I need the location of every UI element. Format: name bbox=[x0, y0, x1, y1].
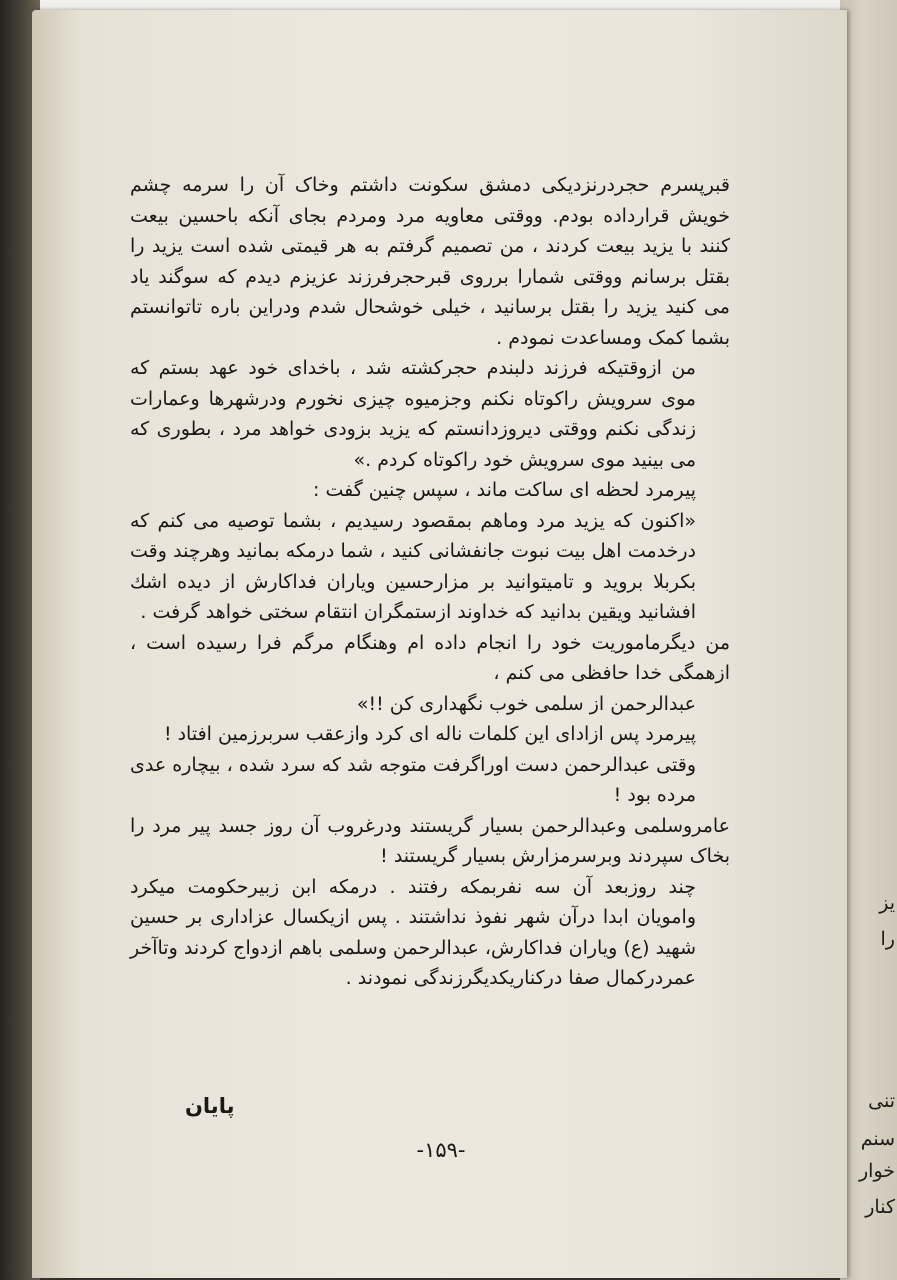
paragraph: من ازوقتیکه فرزند دلبندم حجرکشته شد ، باخدای خود عهد بستم که موی سرویش راکوتاه نکنم وجزمیوه چیزی نخورم ودرشهرها وعمارات زندگی نکنم ووقتی دیروزدانستم که یزید بزودی خواهد مرد ، بطوری که می بینید موی سرویش خود راکوتاه کردم .» bbox=[130, 357, 696, 471]
next-page-line: کنار bbox=[865, 1196, 895, 1218]
page-body bbox=[130, 170, 730, 994]
next-page-line: خوار bbox=[858, 1160, 895, 1182]
paragraph: چند روزبعد آن سه نفربمکه رفتند . درمکه ابن زبیرحکومت میکرد وامویان ابدا درآن شهر نفوذ نداشتند . پس ازیکسال عزاداری بر حسین شهید (ع) ویاران فداکارش، عبدالرحمن وسلمی باهم ازدواج کردند وتاآخر عمردرکمال صفا درکناریکدیگرزندگی نمودند . bbox=[130, 875, 696, 989]
end-label: پایان bbox=[185, 1094, 235, 1118]
next-page-line: یز bbox=[879, 892, 895, 914]
paragraph: «اکنون که یزید مرد وماهم بمقصود رسیدیم ، بشما توصیه می کنم که درخدمت اهل بیت نبوت جانفشانی کنید ، شما درمکه بمانید وهرچند وقت بکربلا بروید و تامیتوانید بر مزارحسین ویاران فداکارش از دیده اشك افشانید ویقین بدانید که خداوند ازستمگران انتقام سختی خواهد گرفت . bbox=[130, 509, 696, 623]
paragraph: من دیگرماموریت خود را انجام داده ام وهنگام مرگم فرا رسیده است ، ازهمگی خدا حافظی می کنم ، bbox=[130, 631, 730, 684]
next-page-line: را bbox=[880, 928, 895, 950]
paragraph: پیرمرد لحظه ای ساکت ماند ، سپس چنین گفت : bbox=[313, 479, 696, 501]
paragraph: پیرمرد پس ازادای این کلمات ناله ای کرد وازعقب سربرزمین افتاد ! bbox=[163, 723, 696, 745]
paragraph: وقتی عبدالرحمن دست اوراگرفت متوجه شد که سرد شده ، بیچاره عدی مرده بود ! bbox=[130, 753, 696, 806]
next-page-fragment bbox=[856, 0, 897, 1280]
paragraph: قبرپسرم حجردرنزدیکی دمشق سکونت داشتم وخاک آن را سرمه چشم خویش قرارداده بودم. ووقتی معاویه مرد ومردم بجای آنکه باحسین بیعت کنند با یزید بیعت کردند ، من تصمیم گرفتم به هر قیمتی شده است یزید را بقتل برسانم ووقتی شمارا برروی قبرحجرفرزند عزیزم دیدم که سوگند یاد می کنید یزید را بقتل برسانید ، خیلی خوشحال شدم ودراین باره تاتوانستم بشما کمک ومساعدت نمودم . bbox=[130, 174, 730, 349]
paragraph: عبدالرحمن از سلمی خوب نگهداری کن !!» bbox=[356, 692, 696, 715]
paragraph: عامروسلمی وعبدالرحمن بسیار گریستند ودرغروب آن روز جسد پیر مرد را بخاک سپردند وبرسرمزارش بسیار گریستند ! bbox=[130, 814, 730, 867]
next-page-line: تنی bbox=[868, 1090, 895, 1112]
next-page-line: سنم bbox=[860, 1128, 895, 1150]
page-number: -۱۵۹- bbox=[416, 1138, 466, 1162]
